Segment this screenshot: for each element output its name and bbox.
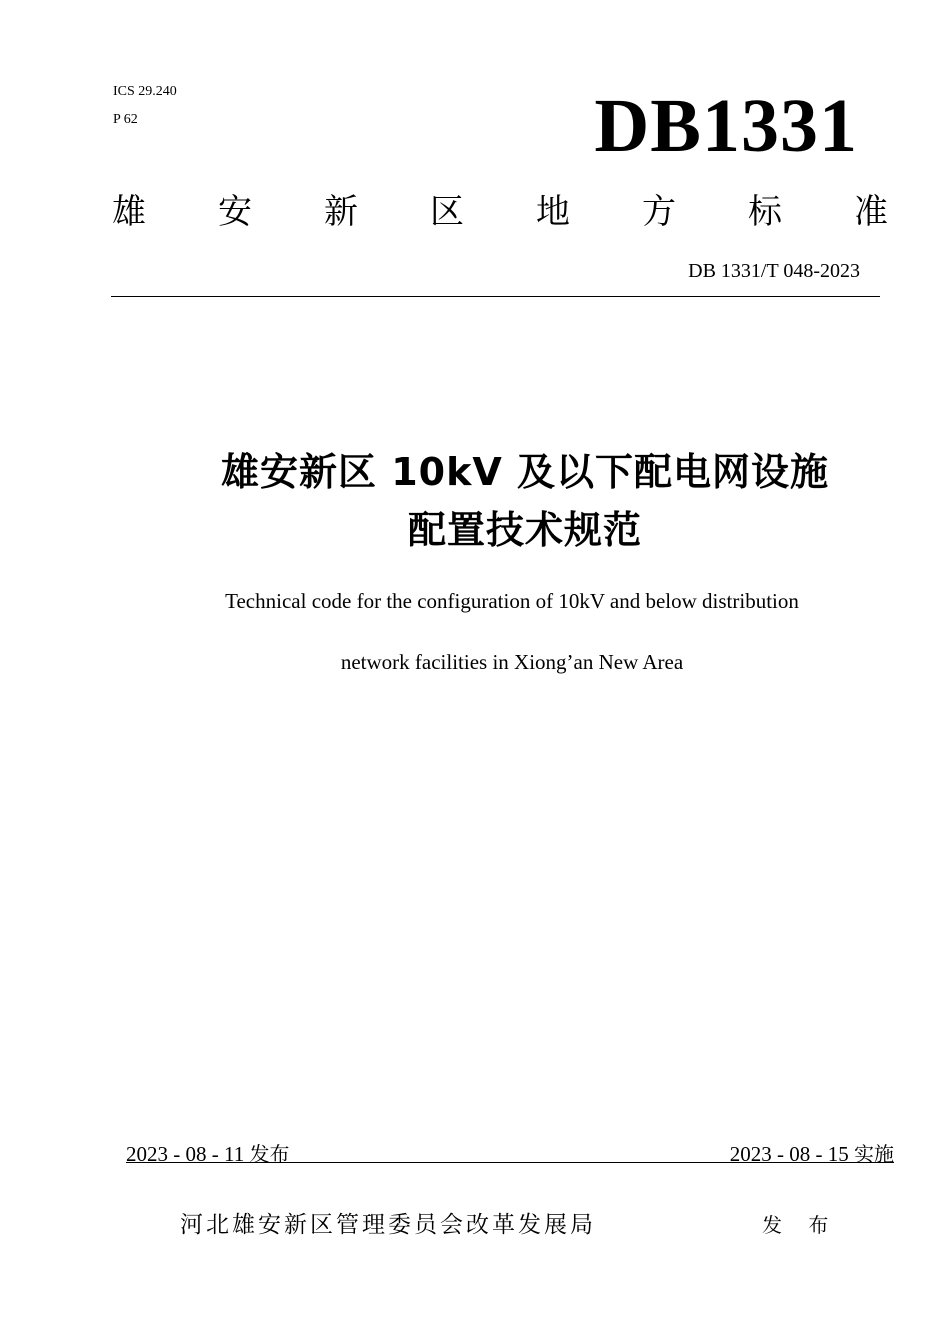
standard-type-char: 准 <box>854 192 888 232</box>
issue-date-value: 2023 - 08 - 11 <box>126 1142 245 1166</box>
date-divider <box>126 1162 894 1163</box>
issue-label: 发布 <box>249 1142 290 1166</box>
standard-type-char: 安 <box>218 192 252 232</box>
db-code: DB1331 <box>594 84 858 168</box>
standard-type-char: 雄 <box>112 192 146 232</box>
publisher: 河北雄安新区管理委员会改革发展局 <box>180 1212 596 1238</box>
implement-label: 实施 <box>854 1142 894 1166</box>
issue-date <box>126 1141 289 1167</box>
standard-type-char: 区 <box>430 192 464 232</box>
implement-date <box>730 1141 894 1167</box>
ccs-code: P 62 <box>113 112 138 127</box>
publish-label: 发 布 <box>762 1213 839 1237</box>
standard-type-char: 地 <box>536 192 570 232</box>
title-cn-line1: 雄安新区 10kV 及以下配电网设施 <box>220 450 830 494</box>
title-cn-line2: 配置技术规范 <box>407 508 642 552</box>
standard-number: DB 1331/T 048-2023 <box>688 260 860 282</box>
standard-type-char: 新 <box>324 192 358 232</box>
implement-date-value: 2023 - 08 - 15 <box>729 1142 849 1166</box>
standard-type <box>112 190 888 234</box>
standard-type-char: 标 <box>748 192 782 232</box>
header-divider <box>111 296 880 297</box>
title-en-line1: Technical code for the configuration of 10kV and below distribution <box>225 589 799 613</box>
title-en-line2: network facilities in Xiong’an New Area <box>340 650 684 674</box>
standard-type-char: 方 <box>642 192 676 232</box>
ics-code: ICS 29.240 <box>113 84 177 99</box>
